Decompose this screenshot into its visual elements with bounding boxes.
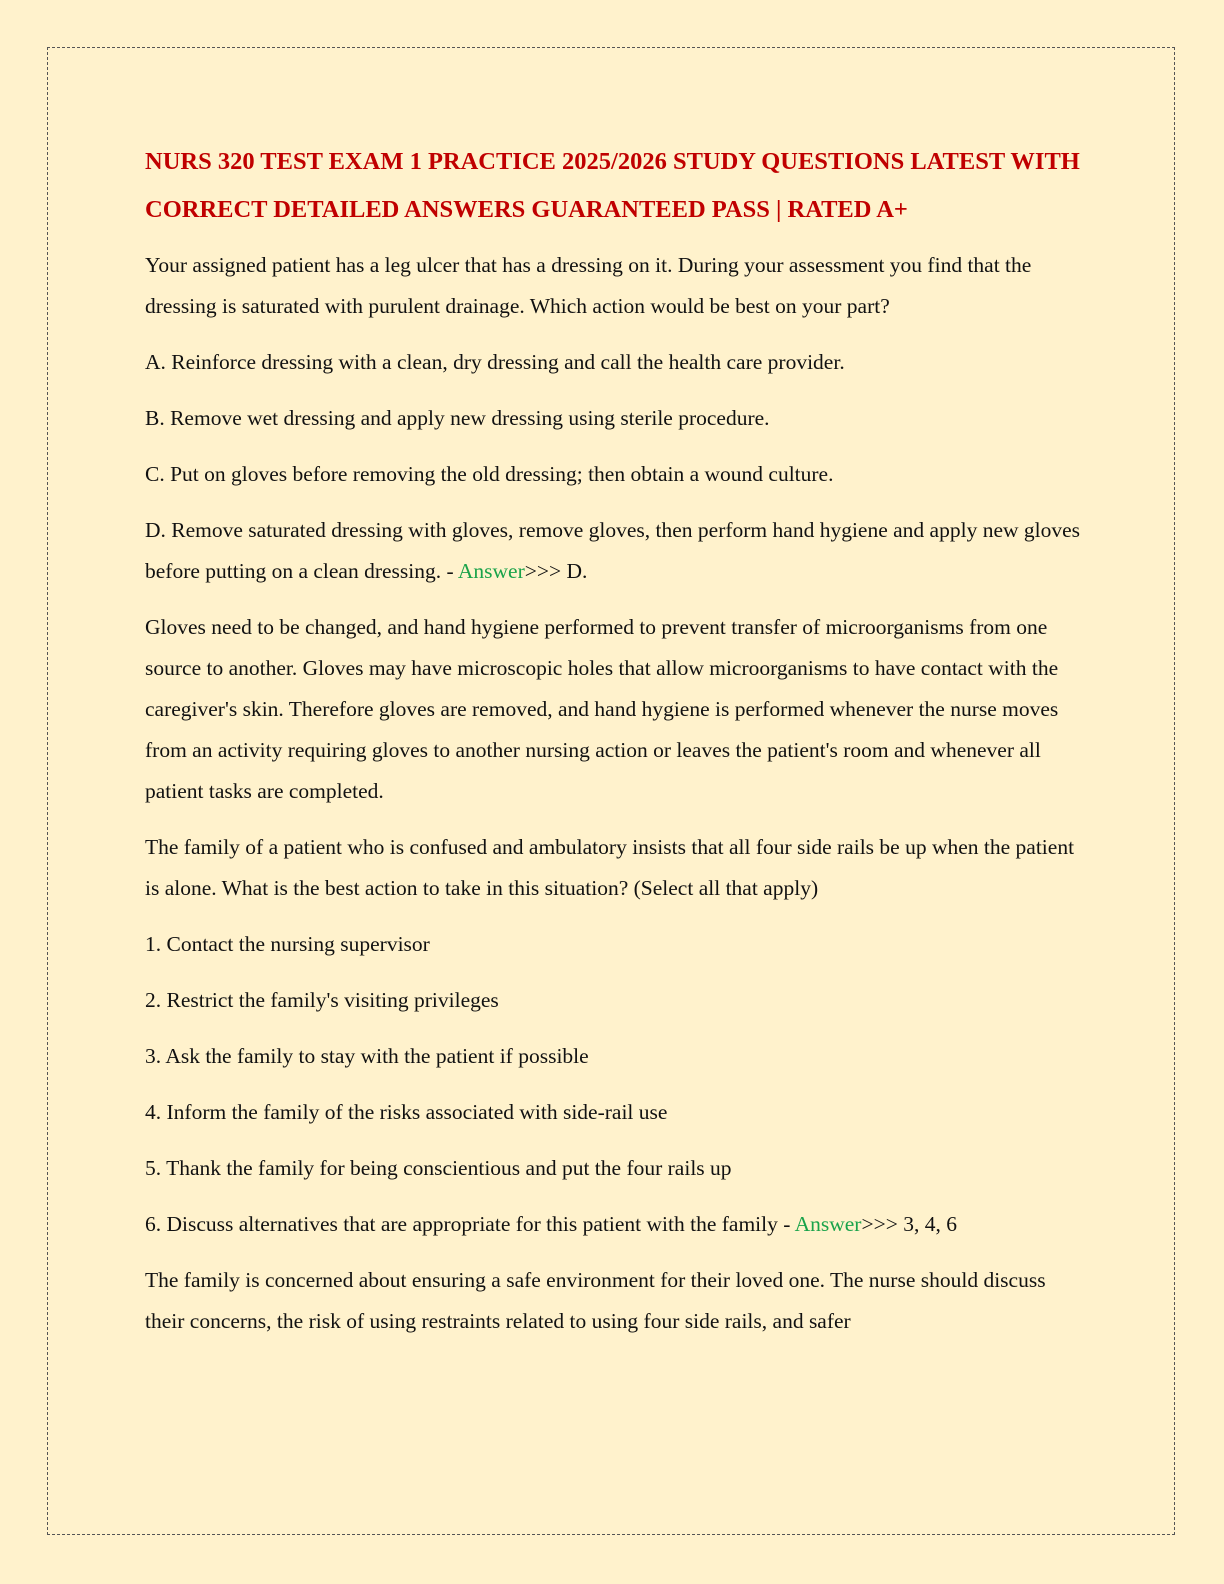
- question-2-option-4: 4. Inform the family of the risks associated with side-rail use: [145, 1100, 668, 1124]
- question-2-option-2: 2. Restrict the family's visiting privileges: [145, 988, 499, 1012]
- question-1-answer-label: Answer: [457, 559, 525, 583]
- question-1-option-b: B. Remove wet dressing and apply new dressing using sterile procedure.: [145, 406, 770, 430]
- question-2-rationale: The family is concerned about ensuring a safe environment for their loved one. The nurse should discuss their concerns, the risk of using restraints related to using four side rails, and safer: [145, 1268, 1046, 1333]
- question-1-option-d-text: D. Remove saturated dressing with gloves, remove gloves, then perform hand hygiene and apply new gloves before putting on a clean dressing. -: [145, 518, 1081, 583]
- question-2-answer-label: Answer: [794, 1212, 862, 1236]
- question-1-rationale: Gloves need to be changed, and hand hygiene performed to prevent transfer of microorganisms from one source to another. Gloves may have microscopic holes that allow microorganisms to have contact with the caregiver's skin. Therefore gloves are removed, and hand hygiene is performed whenever the nurse moves from an activity requiring gloves to another nursing action or leaves the patient's room and whenever all patient tasks are completed.: [145, 615, 1059, 803]
- question-2-answer-value: >>> 3, 4, 6: [861, 1212, 957, 1236]
- question-1-option-d: [145, 510, 1085, 592]
- document-title: NURS 320 TEST EXAM 1 PRACTICE 2025/2026 STUDY QUESTIONS LATEST WITH CORRECT DETAILED ANSWERS GUARANTEED PASS | RATED A+: [145, 148, 1080, 223]
- document-body: [145, 138, 1085, 1357]
- question-2-option-6-text: 6. Discuss alternatives that are appropriate for this patient with the family -: [145, 1212, 795, 1236]
- question-2-stem: The family of a patient who is confused and ambulatory insists that all four side rails be up when the patient is alone. What is the best action to take in this situation? (Select all that apply): [145, 835, 1075, 900]
- question-1-answer-value: >>> D.: [524, 559, 588, 583]
- question-1-option-c: C. Put on gloves before removing the old dressing; then obtain a wound culture.: [145, 462, 834, 486]
- question-1-stem: Your assigned patient has a leg ulcer that has a dressing on it. During your assessment you find that the dressing is saturated with purulent drainage. Which action would be best on your part?: [145, 253, 1032, 318]
- question-1-option-a: A. Reinforce dressing with a clean, dry dressing and call the health care provider.: [145, 350, 845, 374]
- question-2-option-5: 5. Thank the family for being conscientious and put the four rails up: [145, 1156, 732, 1180]
- question-2-option-1: 1. Contact the nursing supervisor: [145, 932, 430, 956]
- question-2-option-6: [145, 1204, 1085, 1245]
- question-2-option-3: 3. Ask the family to stay with the patient if possible: [145, 1044, 589, 1068]
